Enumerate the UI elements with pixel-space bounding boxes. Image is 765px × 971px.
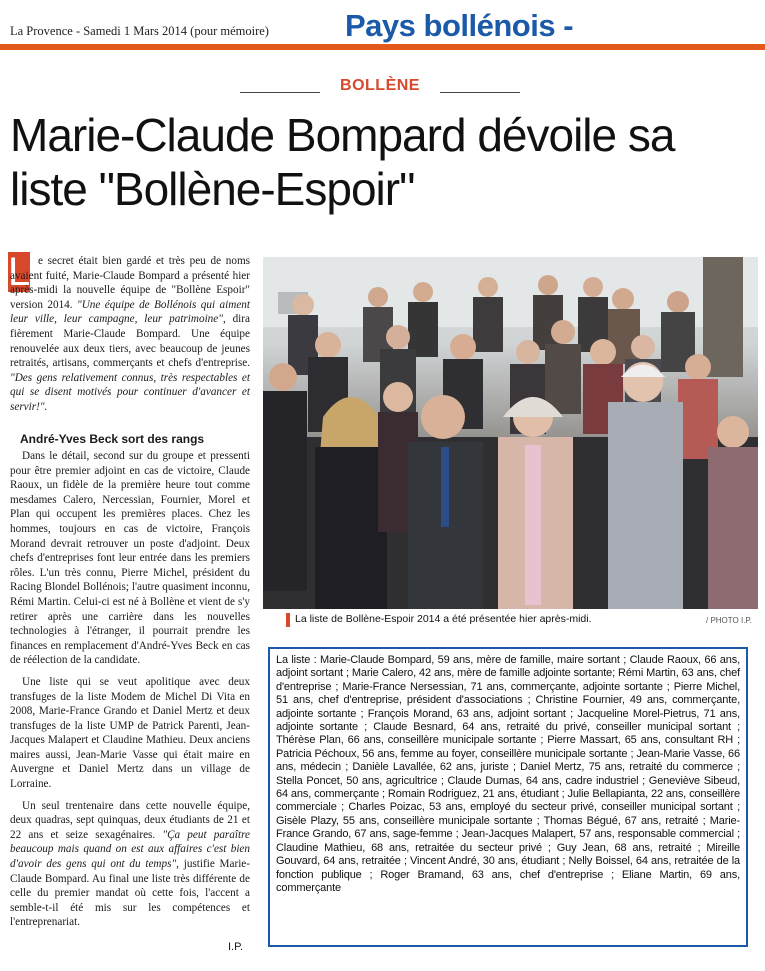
masthead-source: La Provence - Samedi 1 Mars 2014 (pour mémoire) [10, 24, 269, 38]
signature: I.P. [228, 941, 244, 953]
headline: Marie-Claude Bompard dévoile sa liste "Bollène-Espoir" [10, 109, 675, 215]
paragraph-3: Une liste qui se veut apolitique avec deux transfuges de la liste Modem de Michel Di Vita en 2008, Marie-France Grando et Daniel Mertz et deux transfuges de la liste UMP de Patrick Parenti, Jean-Jacques Malapert et Claudine Mathieu. Deux anciens maires aussi, Jean-Marie Vasse qui était maire en Auvergne et Daniel Mertz dans un village de Lorraine. [10, 675, 250, 791]
candidate-list-box [268, 647, 748, 947]
kicker-rule-right [440, 92, 520, 93]
photo-credit: / PHOTO I.P. [706, 616, 752, 625]
drop-cap: L [8, 250, 31, 294]
section-title: Pays bollénois - [345, 8, 574, 43]
group-photo [263, 257, 758, 609]
paragraph-2: Dans le détail, second sur du groupe et pressenti pour être premier adjoint en cas de victoire, Claude Raoux, un fidèle de la première heure tout comme mesdames Calero, Nercessian, Fournier, Morel et Plan qui occupent les premières places. Chez les hommes, toujours en cas de victoire, François Morand devrait retrouver un poste d'adjoint. Deux chefs d'entreprises font leur entrée dans les premiers rôles. L'un très connu, Pierre Michel, président du Racing Blondel Bollénois; l'autre quasiment inconnu, Rémi Martin. Celui-ci est né à Bollène et vient de s'y retirer après une carrière dans les nouvelles technologies à l'étranger, il pourrait prendre les finances en remplacement d'André-Yves Beck en cas de réélection de la candidate. [10, 450, 250, 667]
caption-marker [286, 613, 290, 627]
paragraph-4-quote: "Ça peut paraître beaucoup mais quand on est aux affaires c'est bien d'avoir des gens qui ont du temps" [10, 828, 250, 871]
masthead-rule [0, 44, 765, 50]
photo-caption: La liste de Bollène-Espoir 2014 a été présentée hier après-midi. [295, 613, 592, 625]
article-body [10, 449, 250, 930]
subhead: André-Yves Beck sort des rangs [20, 432, 205, 446]
paragraph-4a: Un seul trentenaire dans cette nouvelle équipe, deux quadras, sept quinquas, deux étudiants de 21 et 22 ans et seize sexagénaires. [10, 799, 250, 841]
intro-quote-2: "Des gens relativement connus, très respectables et qui se disent motivés pour continuer d'avancer et servir!". [10, 371, 250, 413]
intro-text-2: , dira fièrement Marie-Claude Bompard. Une équipe renouvelée aux deux tiers, avec beaucoup de jeunes retraités, artisans, commerçants et chefs d'entreprise. [10, 313, 250, 370]
article-intro [8, 250, 250, 415]
intro-quote: "Une équipe de Bollénois qui aiment leur ville, leur campagne, leur patrimoine" [10, 298, 250, 326]
intro-text: e secret était bien gardé et très peu de noms avaient fuité, Marie-Claude Bompard a présenté hier après-midi la nouvelle équipe de "Bollène Espoir" version 2014. [10, 255, 250, 311]
paragraph-4b: , justifie Marie-Claude Bompard. Au final une liste très différente de celle du premier mandat où cette fois, l'accent a semble-t-il été mis sur les compétences et l'entreprenariat. [10, 858, 250, 929]
kicker-rule-left [240, 92, 320, 93]
kicker: BOLLÈNE [340, 77, 420, 94]
candidate-list-text: La liste : Marie-Claude Bompard, 59 ans, mère de famille, maire sortant ; Claude Raoux, 66 ans, adjoint sortant ; Marie Calero, 42 ans, mère de famille adjointe sortante; Rémi Martin, 63 ans, chef d'entreprise ; Marie-France Nersessian, 71 ans, commerçante, adjointe sortante ; Pierre Michel, 51 ans, chef d'entreprise, président d'associations ; Christine Fournier, 49 ans, commerçante, adjointe sortante ; François Morand, 63 ans, adjoint sortant ; Jacqueline Morel-Pietrus, 71 ans, adjointe sortante ; Claude Besnard, 64 ans, retraité du privé, conseiller municipal sortant ; Thérèse Plan, 66 ans, conseillère municipale sortante ; Pierre Massart, 65 ans, consultant RH ; Patricia Péchoux, 56 ans, femme au foyer, conseillère municipale sortante ; Jean-Marie Vasse, 66 ans, médecin ; Danièle Lavallée, 62 ans, juriste ; Daniel Mertz, 75 ans, retraité du commerce ; Stella Poncet, 50 ans, agricultrice ; Claude Dumas, 64 ans, cadre industriel ; Geneviève Sibeud, 64 ans, commerçante ; Romain Rodriguez, 21 ans, étudiant ; Julie Bellapianta, 22 ans, conseillère commerciale ; Charles Poizac, 53 ans, employé du secteur privé, conseiller municipal sortant ; Gisèle Plazy, 55 ans, conseillère municipale sortante ; Thomas Bégué, 67 ans, retraité ; Marie-France Grando, 67 ans, sage-femme ; Jean-Jacques Malapert, 57 ans, responsable commercial ; Claudine Mathieu, 68 ans, retraitée du secteur privé ; Guy Jean, 68 ans, retraité ; Mireille Gouvard, 64 ans, retraitée ; Vincent André, 30 ans, étudiant ; Nelly Boissel, 64 ans, retraitée de la fonction publique ; Roger Bramand, 63 ans, chef d'entreprise ; Eliane Martin, 69 ans, commerçante [276, 654, 740, 894]
